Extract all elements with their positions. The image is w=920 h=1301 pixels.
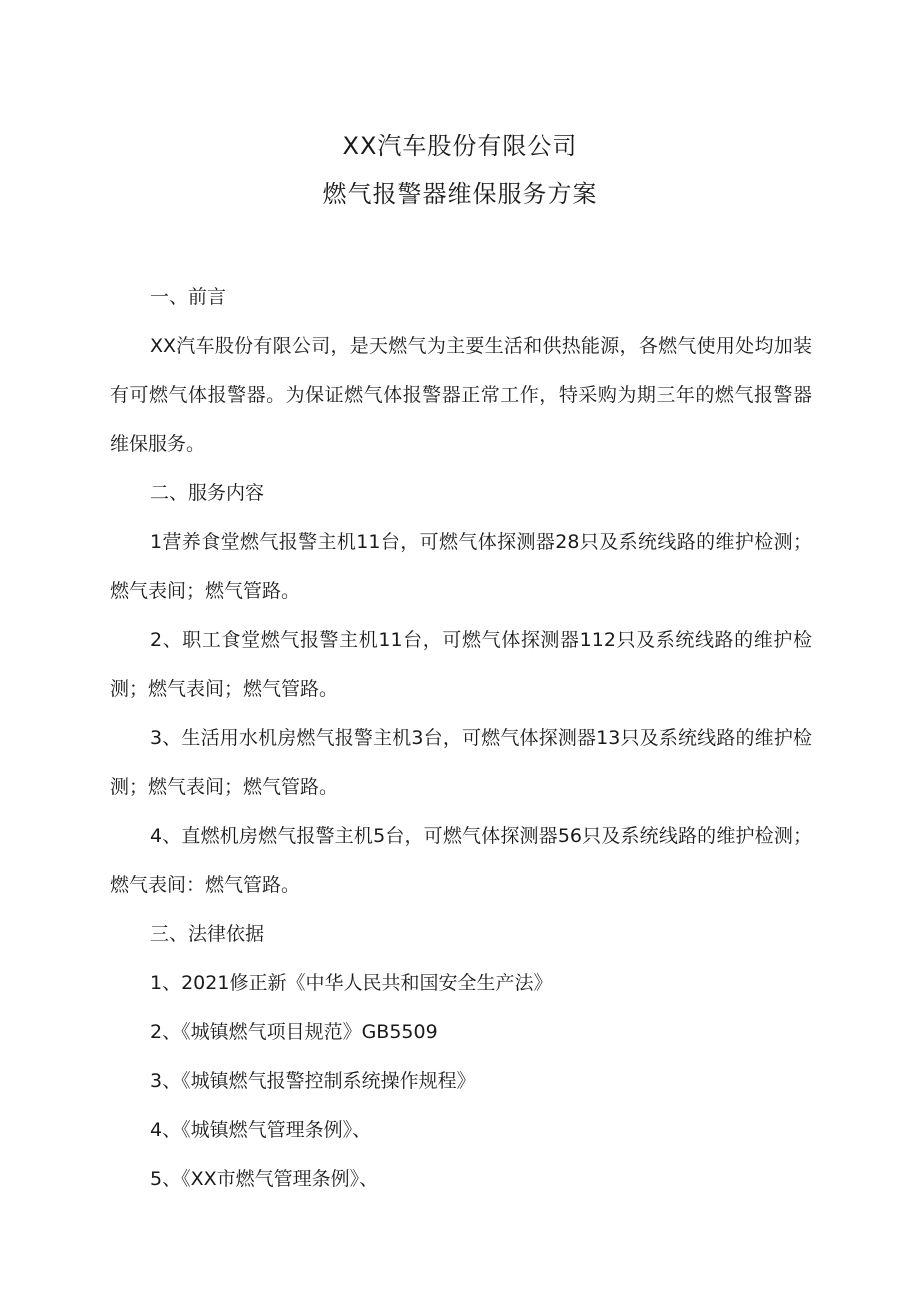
document-title: 燃气报警器维保服务方案 <box>322 180 598 208</box>
legal-item-3: 3、《城镇燃气报警控制系统操作规程》 <box>150 1070 476 1092</box>
service-item-4: 4、直燃机房燃气报警主机5台，可燃气体探测器56只及系统线路的维护检测；燃气表间：燃气管路。 <box>110 825 812 896</box>
service-item-3: 3、生活用水机房燃气报警主机3台，可燃气体探测器13只及系统线路的维护检测；燃气表间；燃气管路。 <box>110 727 812 798</box>
company-title: XX汽车股份有限公司 <box>342 132 578 160</box>
preface-paragraph: XX汽车股份有限公司，是天燃气为主要生活和供热能源，各燃气使用处均加装有可燃气体报警器。为保证燃气体报警器正常工作，特采购为期三年的燃气报警器维保服务。 <box>110 335 812 455</box>
legal-item-2: 2、《城镇燃气项目规范》GB5509 <box>150 1021 438 1043</box>
legal-item-5: 5、《XX市燃气管理条例》、 <box>150 1168 379 1190</box>
service-item-1: 1营养食堂燃气报警主机11台，可燃气体探测器28只及系统线路的维护检测；燃气表间；燃气管路。 <box>110 531 812 602</box>
section-heading-preface: 一、前言 <box>150 286 227 308</box>
section-heading-services: 二、服务内容 <box>150 482 265 504</box>
document-body <box>110 273 812 1204</box>
service-item-2: 2、职工食堂燃气报警主机11台，可燃气体探测器112只及系统线路的维护检测；燃气表间；燃气管路。 <box>110 629 812 700</box>
legal-item-4: 4、《城镇燃气管理条例》、 <box>150 1119 372 1141</box>
legal-item-1: 1、2021修正新《中华人民共和国安全生产法》 <box>150 972 553 994</box>
section-heading-legal: 三、法律依据 <box>150 923 265 945</box>
